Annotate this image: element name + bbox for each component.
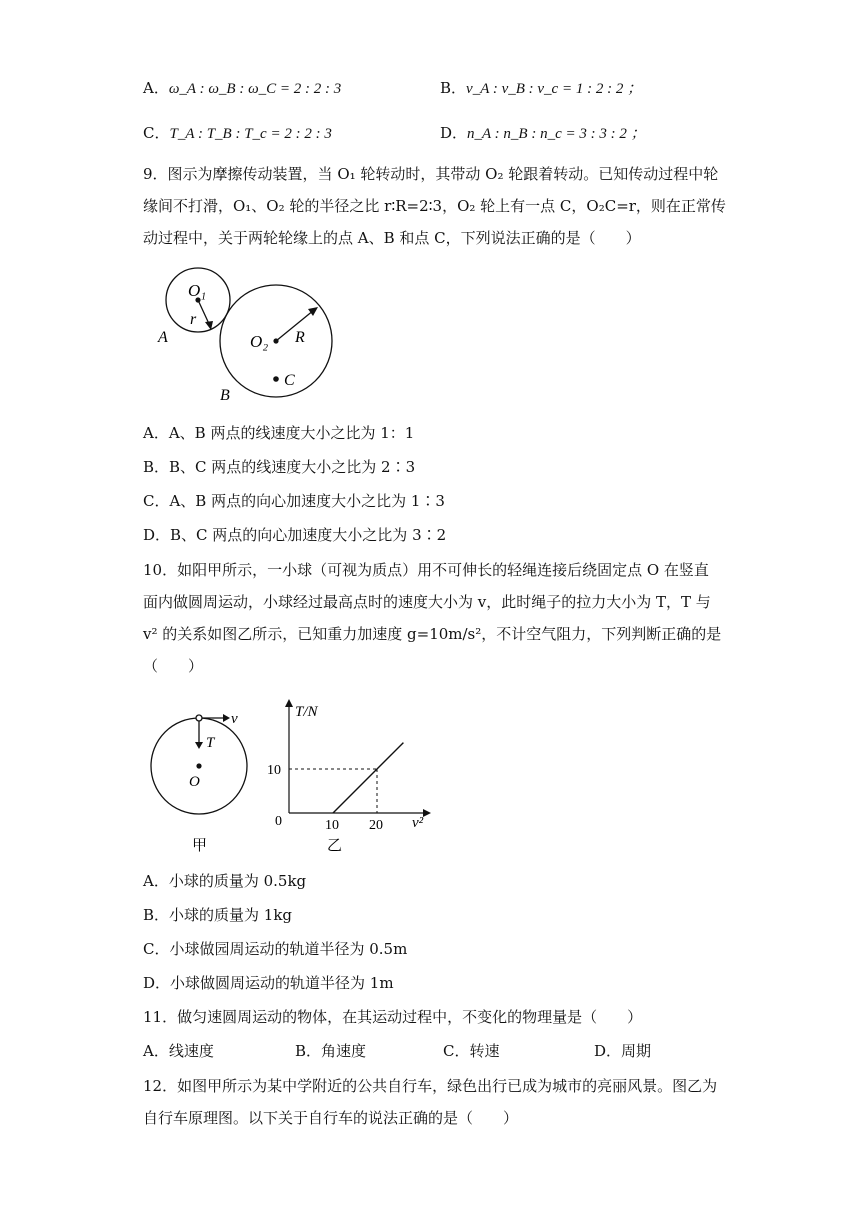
q10-figure-yi-chart bbox=[265, 695, 445, 860]
q8-option-b bbox=[440, 78, 642, 99]
y-axis-arrowhead bbox=[285, 699, 293, 707]
q8-option-d-label: D． bbox=[440, 124, 468, 142]
q9-stem-line-2: 缘间不打滑，O₁、O₂ 轮的半径之比 r∶R=2∶3，O₂ 轮上有一点 C，O₂C=r，则在正常传 bbox=[143, 197, 726, 215]
q10-stem-line-2: 面内做圆周运动，小球经过最高点时的速度大小为 v，此时绳子的拉力大小为 T，T 与 bbox=[143, 593, 711, 611]
q8-option-b-label: B． bbox=[440, 79, 467, 97]
q11-option-c: C．转速 bbox=[443, 1042, 500, 1060]
q10-option-b: B．小球的质量为 1kg bbox=[143, 906, 293, 924]
q8-option-a-expr: ω_A : ω_B : ω_C = 2 : 2 : 3 bbox=[168, 81, 342, 97]
y-tick-10: 10 bbox=[267, 763, 281, 778]
q8-option-a-label: A． bbox=[143, 79, 169, 97]
center-o-dot bbox=[196, 763, 201, 768]
q10-option-d: D．小球做圆周运动的轨道半径为 1m bbox=[143, 974, 394, 992]
label-o2: O₂ bbox=[250, 332, 269, 351]
q8-option-c-label: C． bbox=[143, 124, 170, 142]
q9-option-a: A．A、B 两点的线速度大小之比为 1：1 bbox=[143, 424, 415, 442]
radius-R-arrowhead bbox=[308, 307, 318, 316]
q8-option-c-expr: T_A : T_B : T_c = 2 : 2 : 3 bbox=[169, 126, 332, 142]
q10-option-a: A．小球的质量为 0.5kg bbox=[143, 872, 307, 890]
x-axis-arrowhead bbox=[423, 809, 431, 817]
tension-arrowhead bbox=[195, 742, 203, 749]
q9-friction-wheels-figure bbox=[150, 260, 370, 410]
label-v: v bbox=[231, 711, 238, 727]
label-a: A bbox=[158, 329, 168, 346]
q8-option-c bbox=[143, 123, 332, 144]
q9-option-d: D．B、C 两点的向心加速度大小之比为 3∶2 bbox=[143, 526, 447, 544]
label-r: r bbox=[190, 311, 197, 328]
q11-option-a: A．线速度 bbox=[143, 1042, 214, 1060]
q9-stem-line-3: 动过程中，关于两轮轮缘上的点 A、B 和点 C，下列说法正确的是（ ） bbox=[143, 229, 641, 247]
label-b: B bbox=[220, 387, 230, 404]
q10-option-c: C．小球做园周运动的轨道半径为 0.5m bbox=[143, 940, 408, 958]
label-o1: O₁ bbox=[188, 281, 207, 300]
label-o: O bbox=[189, 774, 200, 790]
q8-option-b-expr: v_A : v_B : v_c = 1 : 2 : 2 ； bbox=[466, 81, 643, 97]
caption-yi: 乙 bbox=[327, 836, 343, 854]
y-axis-label: T/N bbox=[295, 704, 318, 720]
q10-figure-jia bbox=[140, 700, 260, 860]
q12-stem-line-2: 自行车原理图。以下关于自行车的说法正确的是（ ） bbox=[143, 1109, 519, 1127]
label-c: C bbox=[284, 372, 295, 389]
q9-option-c: C．A、B 两点的向心加速度大小之比为 1∶3 bbox=[143, 492, 445, 510]
q11-stem: 11．做匀速圆周运动的物体，在其运动过程中，不变化的物理量是（ ） bbox=[143, 1008, 643, 1026]
velocity-arrowhead bbox=[223, 714, 230, 722]
x-axis-label: v² bbox=[412, 815, 424, 831]
label-R: R bbox=[295, 329, 305, 346]
q8-option-d-expr: n_A : n_B : n_c = 3 : 3 : 2 ； bbox=[467, 126, 646, 142]
x-tick-20: 20 bbox=[369, 818, 383, 833]
q11-option-d: D．周期 bbox=[594, 1042, 652, 1060]
q10-stem-line-4: （ ） bbox=[143, 657, 204, 675]
t-v2-series-line bbox=[333, 743, 403, 813]
q9-stem-line-1: 9．图示为摩擦传动装置，当 O₁ 轮转动时，其带动 O₂ 轮跟着转动。已知传动过程中轮 bbox=[143, 165, 719, 183]
ball bbox=[196, 715, 202, 721]
q8-option-d bbox=[440, 123, 646, 144]
point-c-dot bbox=[273, 376, 279, 382]
label-t: T bbox=[206, 735, 215, 751]
q9-option-b: B．B、C 两点的线速度大小之比为 2∶3 bbox=[143, 458, 416, 476]
q8-option-a bbox=[143, 78, 341, 99]
q12-stem-line-1: 12．如图甲所示为某中学附近的公共自行车，绿色出行已成为城市的亮丽风景。图乙为 bbox=[143, 1077, 718, 1095]
x-tick-10: 10 bbox=[325, 818, 339, 833]
caption-jia: 甲 bbox=[192, 836, 208, 854]
q10-stem-line-1: 10．如阳甲所示，一小球（可视为质点）用不可伸长的轻绳连接后绕固定点 O 在竖直 bbox=[143, 561, 709, 579]
q10-stem-line-3: v² 的关系如图乙所示，已知重力加速度 g=10m/s²，不计空气阻力，下列判断正确的是 bbox=[143, 625, 722, 643]
origin-label: 0 bbox=[275, 814, 282, 829]
q11-option-b: B．角速度 bbox=[295, 1042, 367, 1060]
